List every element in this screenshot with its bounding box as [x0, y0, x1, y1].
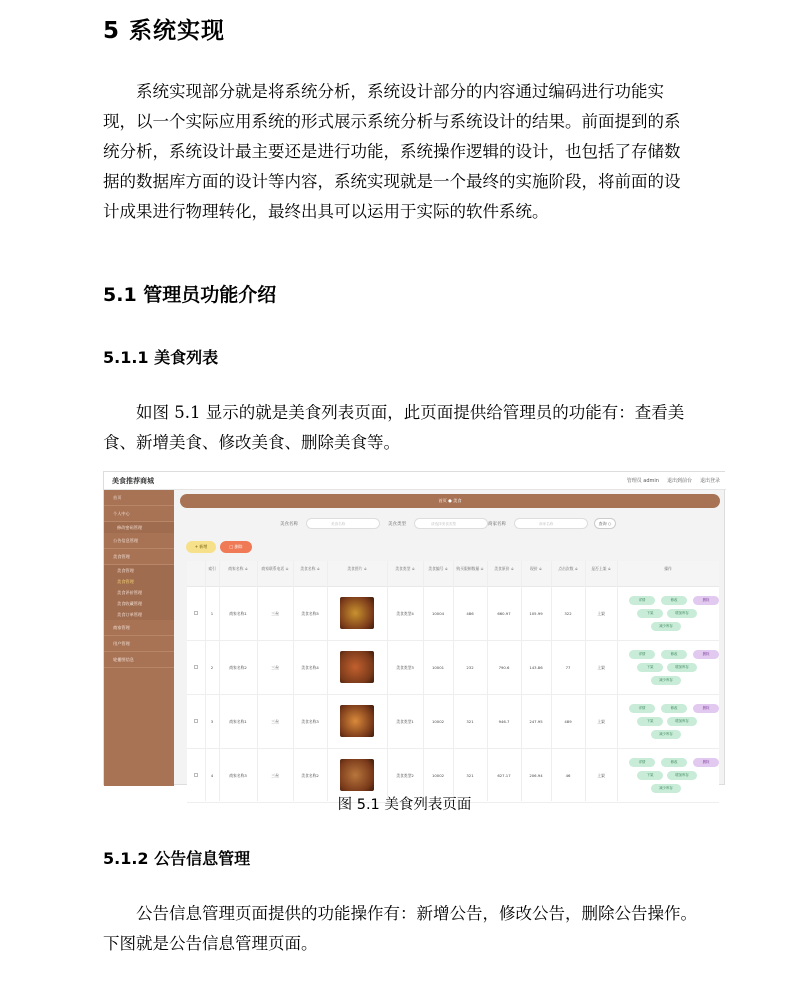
sidebar-item[interactable]: 美食收藏管理	[104, 598, 174, 609]
logout-link[interactable]: 退出登录	[699, 478, 720, 484]
table-cell: 美食类型1	[396, 719, 414, 724]
table-cell: 486	[466, 611, 474, 616]
table-row	[187, 587, 719, 641]
table-cell: 上架	[597, 773, 605, 778]
intro-line: 现，以一个实际应用系统的形式展示系统分析与系统设计的结果。前面提到的系	[103, 112, 681, 131]
search-row	[180, 518, 720, 530]
top-bar	[104, 472, 726, 490]
chapter-heading: 5 系统实现	[103, 18, 226, 44]
table-cell: 商家名称1	[229, 611, 247, 616]
section-heading: 5.1 管理员功能介绍	[103, 284, 277, 306]
column-header[interactable]: 美食类型 ≑	[395, 566, 415, 571]
table-cell: 商家名称1	[229, 719, 247, 724]
row-checkbox[interactable]	[194, 665, 198, 669]
table-cell: 美食类型3	[396, 665, 414, 670]
intro-line: 统分析，系统设计最主要还是进行功能，系统操作逻辑的设计，也包括了存储数	[103, 142, 681, 161]
name-input[interactable]: 美食名称	[306, 518, 380, 529]
table-cell: 10004	[431, 611, 445, 616]
table-cell: 三叁	[271, 773, 279, 778]
table-cell: 321	[466, 773, 474, 778]
table-cell: 321	[466, 719, 474, 724]
column-header[interactable]: 是否上架 ≑	[591, 566, 611, 571]
sidebar-item[interactable]: 公告信息管理	[104, 533, 174, 549]
intro-line: 系统实现部分就是将系统分析，系统设计部分的内容通过编码进行功能实	[136, 82, 664, 101]
sidebar-item[interactable]: 美食管理	[104, 565, 174, 576]
intro-line: 计成果进行物理转化，最终出具可以运用于实际的软件系统。	[103, 202, 549, 221]
table-cell: 10002	[431, 773, 445, 778]
food-image	[340, 597, 374, 629]
sidebar-item[interactable]: 个人中心	[104, 506, 174, 522]
table-row	[187, 641, 719, 695]
offshelf-button[interactable]: 下架	[637, 609, 663, 618]
para-line: 如图 5.1 显示的就是美食列表页面，此页面提供给管理员的功能有：查看美	[136, 403, 685, 422]
para-line: 公告信息管理页面提供的功能操作有：新增公告，修改公告，删除公告操作。	[136, 904, 697, 923]
sidebar-item[interactable]: 美食订单管理	[104, 609, 174, 620]
food-table	[187, 561, 719, 801]
sidebar-item[interactable]: 用户管理	[104, 636, 174, 652]
sidebar-item[interactable]: 首页	[104, 490, 174, 506]
edit-button[interactable]: 修改	[661, 650, 687, 659]
table-cell: 232	[466, 665, 474, 670]
table-cell: 10001	[431, 665, 445, 670]
reduce-stock-button[interactable]: 减少库存	[651, 784, 681, 793]
offshelf-button[interactable]: 下架	[637, 663, 663, 672]
table-cell: 627.17	[497, 773, 511, 778]
table-cell: 美食名称5	[301, 611, 319, 616]
food-image	[340, 705, 374, 737]
edit-button[interactable]: 修改	[661, 704, 687, 713]
sidebar-item[interactable]: 美食管理	[104, 549, 174, 565]
delete-row-button[interactable]: 删除	[693, 650, 719, 659]
main-content	[174, 490, 726, 790]
delete-row-button[interactable]: 删除	[693, 704, 719, 713]
table-cell: 105.99	[529, 611, 543, 616]
table-row	[187, 695, 719, 749]
search-button[interactable]: 查询 ○	[594, 518, 616, 529]
type-label: 美食类型	[388, 522, 406, 527]
add-stock-button[interactable]: 增加库存	[667, 771, 697, 780]
edit-button[interactable]: 修改	[661, 596, 687, 605]
breadcrumb: 首页 ● 美食	[438, 498, 462, 503]
sidebar-item[interactable]: 美食管理	[104, 576, 174, 587]
subsection-heading-food-list: 5.1.1 美食列表	[103, 348, 219, 367]
column-header[interactable]: 美食图片 ≑	[347, 566, 367, 571]
intro-line: 据的数据库方面的设计等内容，系统实现就是一个最终的实施阶段，将前面的设	[103, 172, 681, 191]
intro-paragraph	[103, 77, 725, 227]
table-cell: 790.6	[498, 665, 510, 670]
reduce-stock-button[interactable]: 减少库存	[651, 622, 681, 631]
table-cell: 美食类型2	[396, 773, 414, 778]
offshelf-button[interactable]: 下架	[637, 717, 663, 726]
edit-button[interactable]: 修改	[661, 758, 687, 767]
detail-button[interactable]: 详情	[629, 704, 655, 713]
table-cell: 660.97	[497, 611, 511, 616]
sidebar	[104, 490, 174, 786]
front-link[interactable]: 退出到前台	[666, 478, 692, 484]
topbar-links	[627, 477, 720, 484]
sidebar-item[interactable]: 修改密码管理	[104, 522, 174, 533]
add-stock-button[interactable]: 增加库存	[667, 663, 697, 672]
food-list-screenshot	[103, 471, 725, 790]
name-label: 美食名称	[280, 522, 298, 527]
delete-row-button[interactable]: 删除	[693, 596, 719, 605]
table-cell: 上架	[597, 665, 605, 670]
table-cell: 4	[210, 773, 214, 778]
sidebar-item[interactable]: 美食评价管理	[104, 587, 174, 598]
table-cell: 三叁	[271, 611, 279, 616]
admin-label: 管理员 admin	[626, 478, 659, 484]
offshelf-button[interactable]: 下架	[637, 771, 663, 780]
subsection-heading-notice: 5.1.2 公告信息管理	[103, 849, 251, 868]
notice-paragraph	[103, 899, 725, 959]
food-image	[340, 651, 374, 683]
app-title: 美食推荐商城	[112, 477, 154, 485]
delete-button[interactable]: □ 删除	[220, 541, 252, 553]
table-cell: 上架	[597, 611, 605, 616]
table-cell: 322	[564, 611, 572, 616]
column-header[interactable]: 操作	[664, 566, 672, 571]
sidebar-item[interactable]: 轮播图信息	[104, 652, 174, 668]
shop-label: 商家名称	[488, 522, 506, 527]
table-cell: 946.7	[498, 719, 510, 724]
column-header[interactable]: 美食原价 ≑	[494, 566, 514, 571]
delete-row-button[interactable]: 删除	[693, 758, 719, 767]
table-cell: 美食类型4	[396, 611, 414, 616]
column-header[interactable]: 购买限制数量 ≑	[456, 566, 484, 571]
add-stock-button[interactable]: 增加库存	[667, 717, 697, 726]
table-cell: 77	[565, 665, 571, 670]
table-cell: 美食名称3	[301, 719, 319, 724]
para-line: 下图就是公告信息管理页面。	[103, 934, 318, 953]
detail-button[interactable]: 详情	[629, 758, 655, 767]
row-checkbox[interactable]	[194, 611, 198, 615]
table-cell: 美食名称4	[301, 665, 319, 670]
row-checkbox[interactable]	[194, 773, 198, 777]
table-cell: 10002	[431, 719, 445, 724]
add-button[interactable]: + 新增	[186, 541, 216, 553]
column-header[interactable]: 商家联系电话 ≑	[261, 566, 289, 571]
table-cell: 上架	[597, 719, 605, 724]
row-checkbox[interactable]	[194, 719, 198, 723]
table-cell: 3	[210, 719, 214, 724]
table-cell: 美食名称2	[301, 773, 319, 778]
breadcrumb-banner	[180, 494, 720, 508]
type-select[interactable]: 请选择美食类型	[414, 518, 488, 529]
table-cell: 商家名称3	[229, 773, 247, 778]
detail-button[interactable]: 详情	[629, 596, 655, 605]
reduce-stock-button[interactable]: 减少库存	[651, 730, 681, 739]
food-image	[340, 759, 374, 791]
column-header[interactable]: 商家名称 ≑	[228, 566, 248, 571]
table-cell: 1	[210, 611, 214, 616]
add-stock-button[interactable]: 增加库存	[667, 609, 697, 618]
sidebar-item[interactable]: 商家管理	[104, 620, 174, 636]
table-cell: 206.94	[529, 773, 543, 778]
table-cell: 商家名称2	[229, 665, 247, 670]
table-cell: 247.95	[529, 719, 543, 724]
para-line: 食、新增美食、修改美食、删除美食等。	[103, 433, 400, 452]
figure-caption: 图 5.1 美食列表页面	[337, 797, 472, 813]
table-cell: 143.86	[529, 665, 543, 670]
column-header[interactable]: 点击次数 ≑	[558, 566, 578, 571]
column-header[interactable]: 美食名称 ≑	[300, 566, 320, 571]
table-cell: 46	[565, 773, 571, 778]
table-cell: 三叁	[271, 719, 279, 724]
detail-button[interactable]: 详情	[629, 650, 655, 659]
column-header[interactable]: 现价 ≑	[530, 566, 542, 571]
table-cell: 2	[210, 665, 214, 670]
table-cell: 三叁	[271, 665, 279, 670]
column-header[interactable]: 美食编号 ≑	[428, 566, 448, 571]
reduce-stock-button[interactable]: 减少库存	[651, 676, 681, 685]
column-header[interactable]: 索引	[208, 566, 216, 571]
shop-input[interactable]: 商家名称	[514, 518, 588, 529]
table-cell: 489	[564, 719, 572, 724]
food-list-paragraph	[103, 398, 725, 458]
